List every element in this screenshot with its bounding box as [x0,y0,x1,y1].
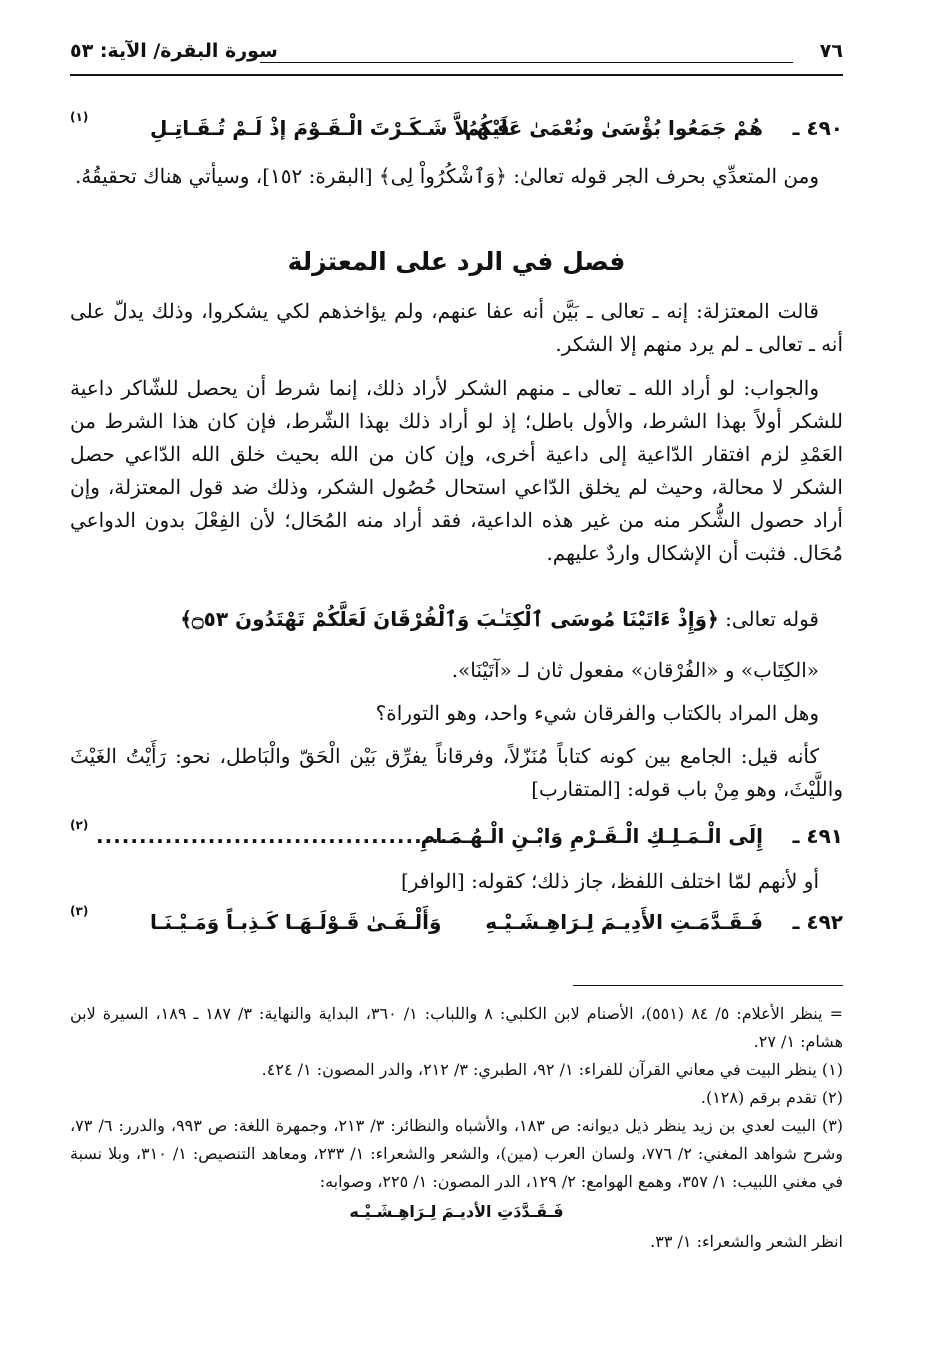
footnote-3: (٣) البيت لعدي بن زيد ينظر ذيل ديوانه: ص ١٨٣، والأشباه والنظائر: ٣/ ٢١٣، وجمهرة اللغة: ص ٩٩٣، والدرر: ٦/ ٧٣، وشرح شواهد المغني: ٢/ ٧٧٦، ولسان العرب (مين)، والشعر والشعراء: ١/ ٢٣٣، ومعاهد التنصيص: ١/ ٣١٠، وبلا نسبة في مغني اللبيب: ١/ ٣٥٧، وهمع الهوامع: ٢/ ١٢٩، الدر المصون: ١/ ٢٢٥، وصوابه: [70,1116,844,1191]
intro-paragraph: ومن المتعدِّي بحرف الجر قوله تعالىٰ: ﴿وَٱشْكُرُواْ لِى﴾ [البقرة: ١٥٢]، وسيأتي هناك تحقيقُهُ. [74,164,819,188]
verse-text: إِلَى الْـمَـلِـكِ الْـقَـرْمِ وَابْـنِ الْـهُـمَـامِ [420,824,763,848]
page-number: ٧٦ [819,40,843,62]
section-heading: فصل في الرد على المعتزلة [287,247,626,276]
verse-number: ٤٩١ ـ [792,824,843,848]
verse-490 [70,110,843,150]
wafir-paragraph: أو لأنهم لمّا اختلف اللفظ، جاز ذلك؛ كقوله: [الوافر] [400,869,819,893]
verse-ellipsis: .......................................... [96,824,458,848]
header-rule [260,62,793,63]
verse-hemistich-2: وَأَلْـفَـىٰ قَـوْلَـهَـا كَـذِبـاً وَمَـيْـنَـا [150,910,442,934]
footnote-separator [573,985,843,986]
kitab-paragraph: «الكِتَاب» و «الفُرْقان» مفعول ثان لـ «آتَيْنَا». [451,658,819,682]
verse-number: ٤٩٢ ـ [792,910,843,934]
verse-492 [70,904,843,944]
sura-title: سورة البقرة/ الآية: ٥٣ [70,40,278,62]
header-underline [70,74,843,76]
verse-hemistich-2: فَـهَـلاَّ شَـكَـرْتَ الْـقَـوْمَ إذْ لَـمْ تُـقَـاتِـلِ [150,116,510,140]
ayah-text: ﴿وَإِذْ ءَاتَيْنَا مُوسَى ٱلْكِتَـٰبَ وَٱلْفُرْقَانَ لَعَلَّكُمْ تَهْتَدُونَ ۝٥٣﴾ [180,607,719,631]
verse-hemistich-1: فَـقَـدَّمَـتِ الأَدِيـمَ لِـرَاهِـشَـيْـهِ [485,910,763,934]
answer2-paragraph: كأنه قيل: الجامع بين كونه كتاباً مُنَزّلاً، وفرقاناً يفرِّق بَيْن الْحَقّ والْبَاطل، نحو: رَأَيْتُ الغَيْثَ واللَّيْثَ، وهو مِنْ باب قوله: [المتقارب] [70,744,843,801]
question-paragraph: وهل المراد بالكتاب والفرقان شيء واحد، وهو التوراة؟ [375,701,819,725]
footnote-ref: (١) [70,110,89,124]
ayah-prefix: قوله تعالى: [725,607,819,631]
verse-hemistich-1: هُمْ جَمَعُوا بُؤْسَىٰ ونُعْمَىٰ عَلَيْكُمُ [464,116,763,140]
verse-number: ٤٩٠ ـ [792,116,843,140]
mutazila-paragraph: قالت المعتزلة: إنه ـ تعالى ـ بَيَّن أنه عفا عنهم، ولم يؤاخذهم لكي يشكروا، وذلك يدلّ على أنه ـ تعالى ـ لم يرد منهم إلا الشكر. [70,299,843,356]
footnote-continuation: = ينظر الأعلام: ٥/ ٨٤ (٥٥١)، الأصنام لابن الكلبي: ٨ واللباب: ١/ ٣٦٠، البداية والنهاية: ٣/ ١٨٧ ـ ١٨٩، السيرة لابن هشام: ١/ ٢٧. [70,1004,844,1051]
answer-paragraph: والجواب: لو أراد الله ـ تعالى ـ منهم الشكر لأراد ذلك، إنما شرط أن يحصل للشّاكر داعية للشكر أولاً بهذا الشرط، والأول باطل؛ إذ لو أراد ذلك بهذا الشّرط، فإن كان هذا الشرط من العَمْدِ لزم افتقار الدّاعية إلى داعية أخرى، وإن كان من الله بحيث خلق الله الدّاعي حصل الشكر لا محالة، وحيث لم يخلق الدّاعي استحال حُصُول الشكر، وذلك ضد قول المعتزلة، وإن أراد حصول الشُّكر منه من غير هذه الداعية، فقد أراد منه المُحَال؛ لأن الفِعْلَ بدون الدواعي مُحَال. فثبت أن الإشكال واردٌ عليهم. [70,376,843,565]
footnote-ref: (٢) [70,818,89,832]
verse-491 [70,818,843,858]
ayah-line [70,603,843,636]
footnote-1: (١) ينظر البيت في معاني القرآن للفراء: ١/ ٩٢، الطبري: ٣/ ٢١٢، والدر المصون: ١/ ٤٢٤. [261,1060,843,1079]
footnote-ref: (٣) [70,904,89,918]
footnote-3-end: انظر الشعر والشعراء: ١/ ٣٣. [650,1232,843,1251]
running-header [70,40,843,74]
footnote-2: (٢) تقدم برقم (١٢٨). [700,1088,843,1107]
footnotes [70,1000,843,1256]
footnote-3-verse: فَـقَـدَّدَتِ الأديـمَ لِـرَاهِـشَـيْـه [349,1202,564,1221]
